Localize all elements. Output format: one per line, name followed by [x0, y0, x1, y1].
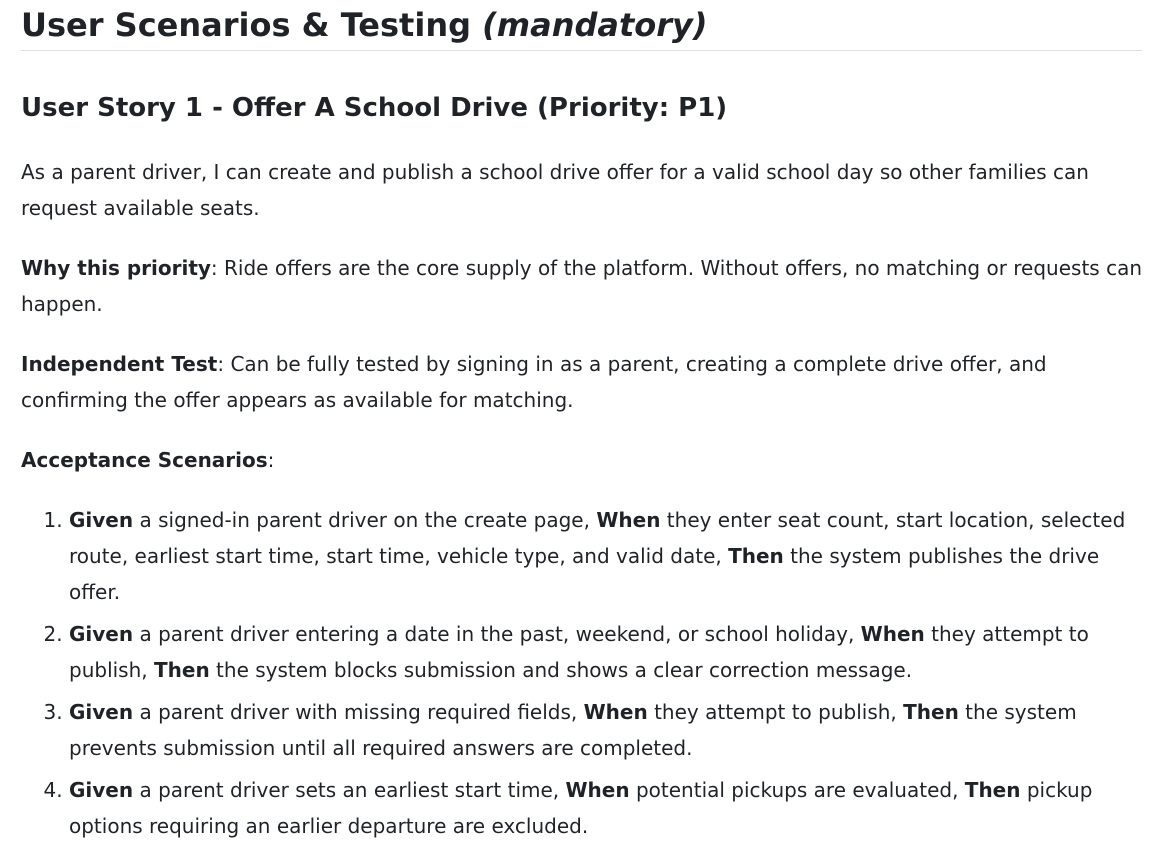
- acceptance-scenarios-label: Acceptance Scenarios: [21, 448, 268, 472]
- given-text: a signed-in parent driver on the create page,: [133, 508, 597, 532]
- section-heading: [21, 0, 1142, 51]
- scenario-item: [69, 616, 1142, 688]
- then-text: the system prevents submission until all required answers are completed.: [69, 700, 1077, 760]
- given-text: a parent driver sets an earliest start time,: [133, 778, 566, 802]
- independent-test-text: : Can be fully tested by signing in as a parent, creating a complete drive offer, and confirming the offer appears as available for matching.: [21, 352, 1047, 412]
- why-priority-text: : Ride offers are the core supply of the platform. Without offers, no matching or requests can happen.: [21, 256, 1143, 316]
- section-heading-qualifier: (mandatory): [482, 6, 708, 44]
- then-text: pickup options requiring an earlier departure are excluded.: [69, 778, 1093, 838]
- when-text: they enter seat count, start location, selected route, earliest start time, start time, vehicle type, and valid date,: [69, 508, 1126, 568]
- acceptance-scenarios-heading: [21, 442, 1142, 478]
- independent-test-paragraph: [21, 346, 1142, 418]
- acceptance-scenarios-list: [21, 502, 1142, 844]
- why-priority-paragraph: [21, 250, 1142, 322]
- scenario-item: [69, 694, 1142, 766]
- given-text: a parent driver entering a date in the past, weekend, or school holiday,: [133, 622, 861, 646]
- when-text: they attempt to publish,: [69, 622, 1089, 682]
- then-keyword: Then: [964, 778, 1021, 802]
- user-story-title: User Story 1 - Offer A School Drive (Priority: P1): [21, 93, 728, 123]
- given-text: a parent driver with missing required fields,: [133, 700, 584, 724]
- then-text: the system blocks submission and shows a clear correction message.: [209, 658, 913, 682]
- when-keyword: When: [596, 508, 661, 532]
- document-body: [21, 0, 1142, 850]
- then-keyword: Then: [903, 700, 959, 724]
- given-keyword: Given: [69, 508, 134, 532]
- given-keyword: Given: [69, 778, 134, 802]
- then-keyword: Then: [728, 544, 784, 568]
- acceptance-scenarios-colon: :: [267, 448, 275, 472]
- section-heading-text: User Scenarios & Testing: [21, 6, 471, 44]
- scenario-item: [69, 772, 1142, 844]
- scenario-item: [69, 502, 1142, 610]
- story-description: As a parent driver, I can create and publish a school drive offer for a valid school day so other families can request available seats.: [21, 160, 1089, 220]
- independent-test-label: Independent Test: [21, 352, 218, 376]
- why-priority-label: Why this priority: [21, 256, 211, 280]
- then-text: the system publishes the drive offer.: [69, 544, 1100, 604]
- when-keyword: When: [860, 622, 925, 646]
- when-text: they attempt to publish,: [647, 700, 904, 724]
- then-keyword: Then: [154, 658, 210, 682]
- when-keyword: When: [583, 700, 648, 724]
- given-keyword: Given: [69, 622, 134, 646]
- when-keyword: When: [565, 778, 630, 802]
- given-keyword: Given: [69, 700, 134, 724]
- when-text: potential pickups are evaluated,: [629, 778, 965, 802]
